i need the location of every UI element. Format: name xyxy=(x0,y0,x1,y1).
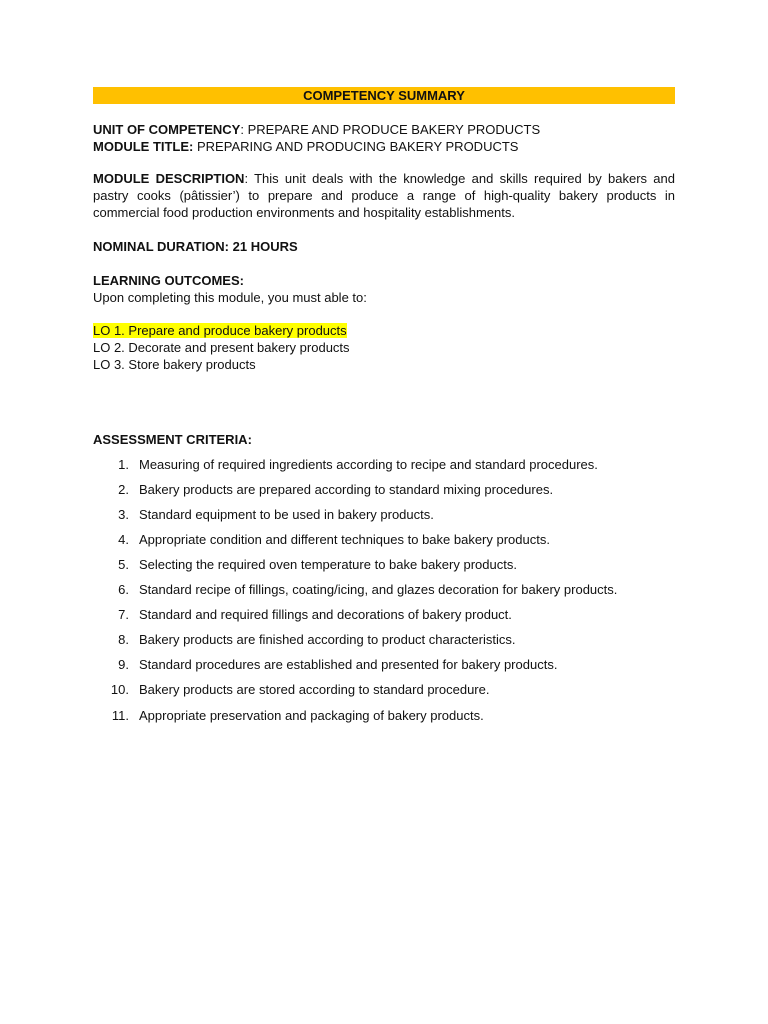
nominal-duration: NOMINAL DURATION: 21 HOURS xyxy=(93,239,298,254)
criteria-text: Appropriate condition and different techniques to bake bakery products. xyxy=(139,532,550,547)
criteria-text: Standard equipment to be used in bakery products. xyxy=(139,507,434,522)
learning-outcome-item xyxy=(93,322,347,339)
criteria-item xyxy=(93,531,675,548)
assessment-criteria-heading: ASSESSMENT CRITERIA: xyxy=(93,432,252,447)
unit-value: : PREPARE AND PRODUCE BAKERY PRODUCTS xyxy=(240,122,541,137)
criteria-item xyxy=(93,656,675,673)
criteria-text: Measuring of required ingredients according to recipe and standard procedures. xyxy=(139,457,598,472)
module-title xyxy=(93,138,518,155)
criteria-item xyxy=(93,481,675,498)
criteria-item xyxy=(93,606,675,623)
criteria-number: 3. xyxy=(118,507,129,522)
criteria-text: Bakery products are prepared according to standard mixing procedures. xyxy=(139,482,554,497)
learning-outcomes-intro: Upon completing this module, you must able to: xyxy=(93,290,367,305)
competency-summary-banner: COMPETENCY SUMMARY xyxy=(93,87,675,104)
learning-outcomes-heading: LEARNING OUTCOMES: xyxy=(93,273,244,288)
module-description xyxy=(93,170,675,221)
description-label: MODULE DESCRIPTION xyxy=(93,171,245,186)
criteria-number: 4. xyxy=(118,532,129,547)
criteria-item xyxy=(93,456,675,473)
learning-outcome-item: LO 3. Store bakery products xyxy=(93,357,256,372)
criteria-item xyxy=(93,581,675,598)
criteria-number: 2. xyxy=(118,482,129,497)
criteria-number: 6. xyxy=(118,582,129,597)
unit-of-competency xyxy=(93,121,540,138)
unit-label: UNIT OF COMPETENCY xyxy=(93,122,241,137)
criteria-text: Bakery products are stored according to standard procedure. xyxy=(139,682,490,697)
criteria-item xyxy=(93,506,675,523)
criteria-text: Bakery products are finished according to product characteristics. xyxy=(139,632,516,647)
criteria-text: Selecting the required oven temperature to bake bakery products. xyxy=(139,557,517,572)
learning-outcome-text: LO 1. Prepare and produce bakery products xyxy=(93,323,347,338)
criteria-number: 1. xyxy=(118,457,129,472)
criteria-text: Standard and required fillings and decorations of bakery product. xyxy=(139,607,512,622)
module-value: PREPARING AND PRODUCING BAKERY PRODUCTS xyxy=(193,139,519,154)
learning-outcome-item: LO 2. Decorate and present bakery products xyxy=(93,340,350,355)
criteria-text: Appropriate preservation and packaging of bakery products. xyxy=(139,708,484,723)
criteria-text: Standard procedures are established and presented for bakery products. xyxy=(139,657,558,672)
criteria-number: 7. xyxy=(118,607,129,622)
criteria-item xyxy=(93,707,675,724)
criteria-number: 8. xyxy=(118,632,129,647)
criteria-item xyxy=(93,681,675,698)
criteria-number: 9. xyxy=(118,657,129,672)
module-label: MODULE TITLE: xyxy=(93,139,194,154)
criteria-number: 5. xyxy=(118,557,129,572)
criteria-item xyxy=(93,556,675,573)
criteria-number: 11. xyxy=(111,708,129,723)
description-text: : This unit deals with the knowledge and skills required by bakers and pastry cooks (pâtissier’) to prepare and produce a range of high-quality bakery products in commercial food production environments and hospitality establishments. xyxy=(93,171,675,220)
criteria-number: 10. xyxy=(110,682,129,697)
criteria-text: Standard recipe of fillings, coating/icing, and glazes decoration for bakery products. xyxy=(139,582,618,597)
criteria-item xyxy=(93,631,675,648)
